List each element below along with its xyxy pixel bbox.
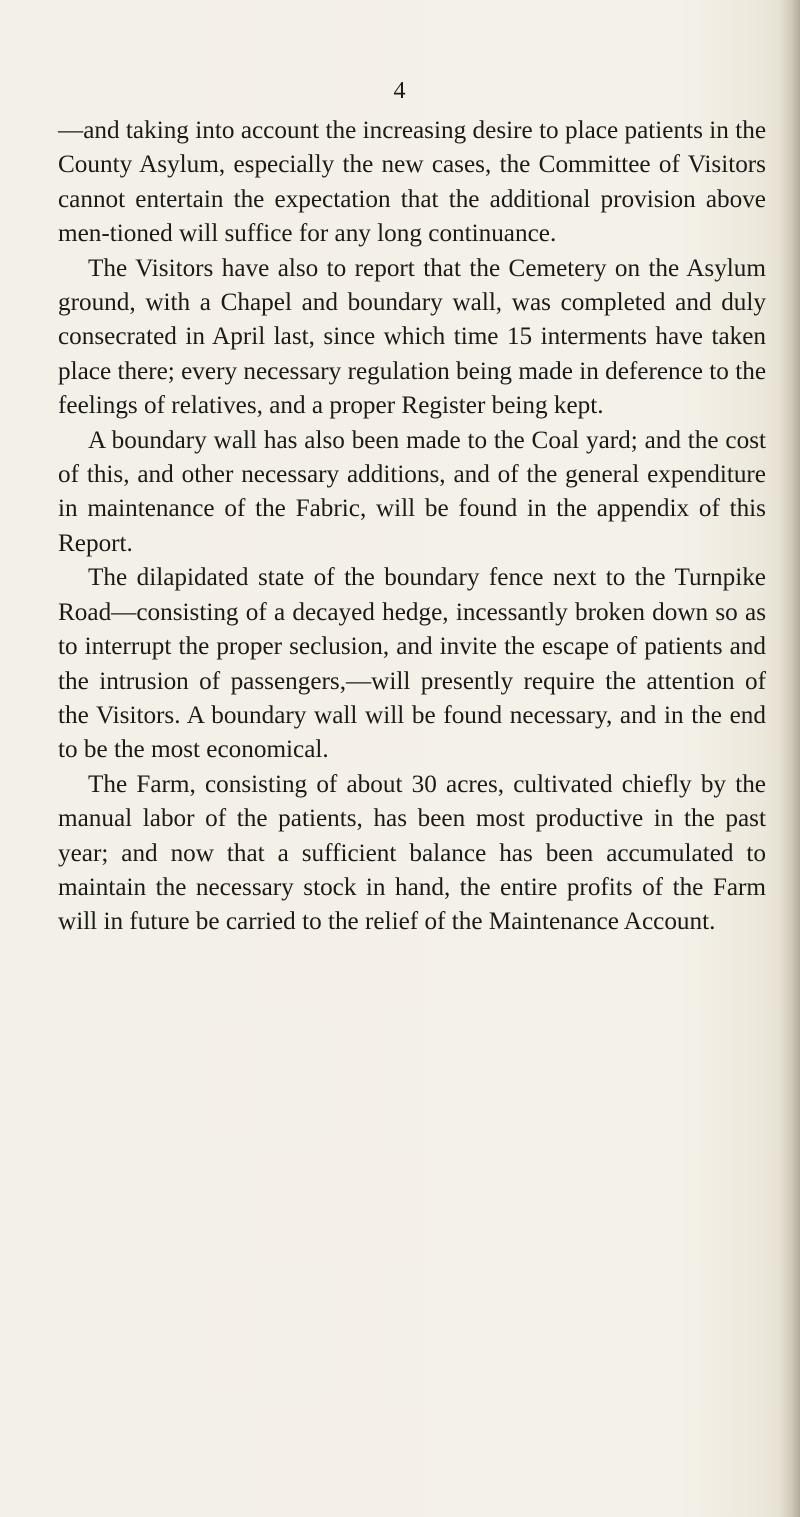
paragraph-turnpike-fence: The dilapidated state of the boundary fence next to the Turnpike Road—consisting of a decayed hedge, incessantly broken down so as to interrupt the proper seclusion, and invite the escape of patients and the intrusion of passengers,—will presently require the attention of the Visitors. A boundary wall will be found necessary, and in the end to be the most economical. bbox=[58, 564, 766, 764]
body-text bbox=[58, 114, 766, 940]
paragraph-asylum-provision: —and taking into account the increasing desire to place patients in the County Asylum, especially the new cases, the Committee of Visitors cannot entertain the expectation that the additional provision above men-tioned will suffice for any long continuance. bbox=[58, 117, 766, 248]
paragraph-cemetery: The Visitors have also to report that the Cemetery on the Asylum ground, with a Chapel and boundary wall, was completed and duly consecrated in April last, since which time 15 interments have taken place there; every necessary regulation being made in deference to the feelings of relatives, and a proper Register being kept. bbox=[58, 254, 766, 420]
page-number: 4 bbox=[393, 78, 407, 104]
page-edge-shadow bbox=[778, 0, 800, 1517]
paragraph-farm: The Farm, consisting of about 30 acres, cultivated chiefly by the manual labor of the patients, has been most productive in the past year; and now that a sufficient balance has been accumulated to maintain the necessary stock in hand, the entire profits of the Farm will in future be carried to the relief of the Maintenance Account. bbox=[58, 770, 766, 936]
paragraph-coal-yard-wall: A boundary wall has also been made to the Coal yard; and the cost of this, and other necessary additions, and of the general expenditure in maintenance of the Fabric, will be found in the appendix of this Report. bbox=[58, 426, 766, 557]
